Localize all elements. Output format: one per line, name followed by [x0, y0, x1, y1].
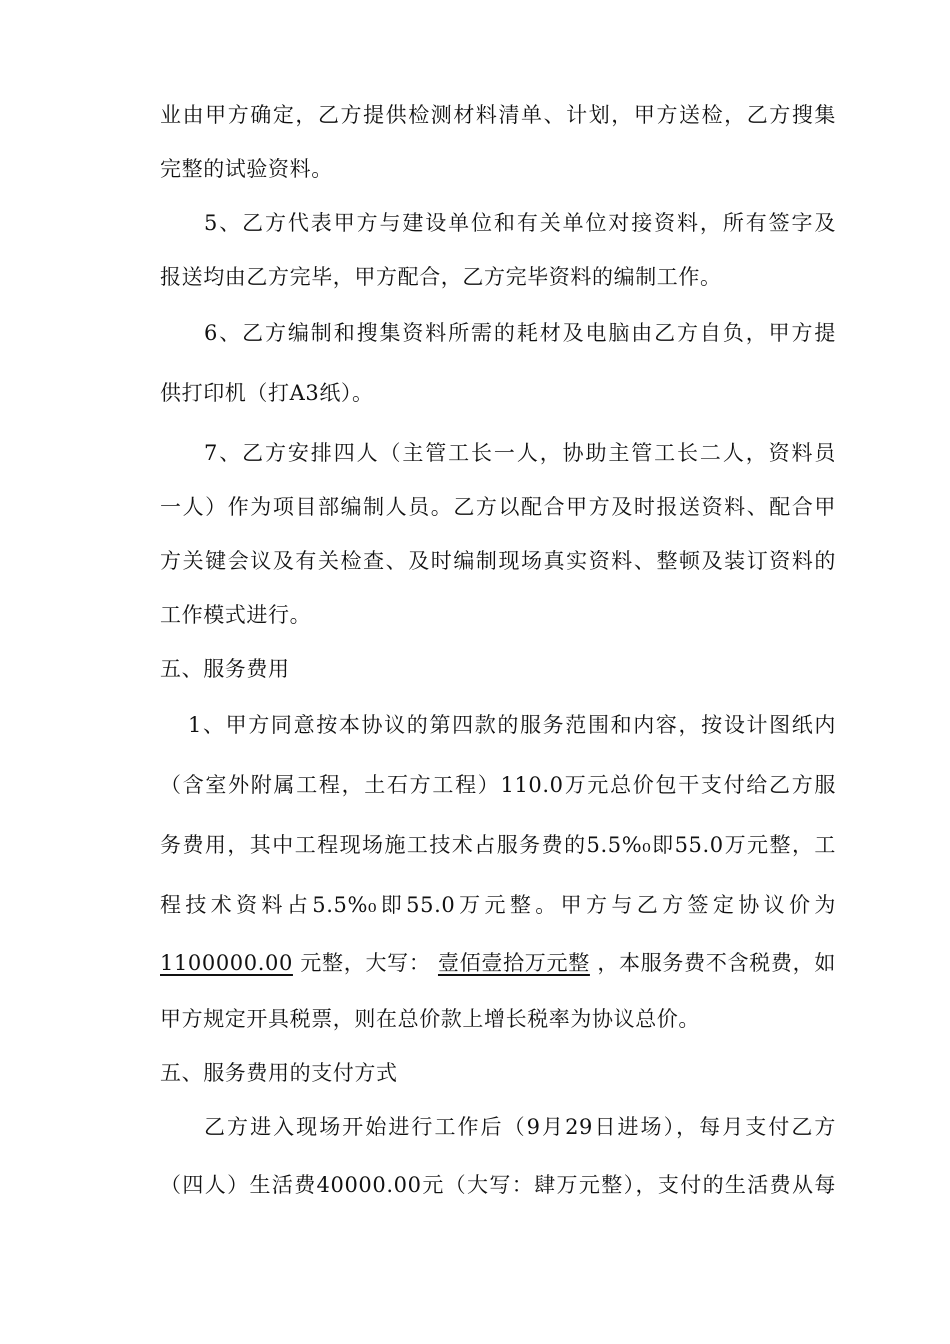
paragraph-line: 报送均由乙方完毕，甲方配合，乙方完毕资料的编制工作。 [160, 265, 722, 289]
paragraph-line: （含室外附属工程，土石方工程）110.0万元总价包干支付给乙方服 [160, 773, 836, 797]
amount-in-words: 壹佰壹拾万元整 [437, 951, 590, 975]
paragraph-line: 6、乙方编制和搜集资料所需的耗材及电脑由乙方自负，甲方提 [204, 321, 836, 345]
paragraph-line: 完整的试验资料。 [160, 157, 333, 181]
paragraph-line: 供打印机（打A3纸）。 [160, 381, 374, 405]
contract-amount: 1100000.00 [160, 951, 293, 975]
paragraph-line: 程技术资料占5.5%₀即55.0万元整。甲方与乙方签定协议价为 [160, 893, 836, 917]
paragraph-line: 5、乙方代表甲方与建设单位和有关单位对接资料，所有签字及 [204, 211, 836, 235]
paragraph-line: 方关键会议及有关检查、及时编制现场真实资料、整顿及装订资料的 [160, 549, 836, 573]
paragraph-line: （四人）生活费40000.00元（大写：肆万元整），支付的生活费从每 [160, 1173, 836, 1197]
paragraph-line: 1、甲方同意按本协议的第四款的服务范围和内容，按设计图纸内 [188, 713, 836, 737]
section-heading: 五、服务费用 [160, 657, 290, 681]
paragraph-line: 工作模式进行。 [160, 603, 312, 627]
paragraph-line: 7、乙方安排四人（主管工长一人，协助主管工长二人，资料员 [204, 441, 836, 465]
paragraph-line: 甲方规定开具税票，则在总价款上增长税率为协议总价。 [160, 1007, 700, 1031]
paragraph-line: 乙方进入现场开始进行工作后（9月29日进场），每月支付乙方 [204, 1115, 836, 1139]
paragraph-text: ，本服务费不含税费，如 [597, 951, 836, 975]
section-heading: 五、服务费用的支付方式 [160, 1061, 398, 1085]
paragraph-line: 务费用，其中工程现场施工技术占服务费的5.5%₀即55.0万元整，工 [160, 833, 836, 857]
paragraph-line: 一人）作为项目部编制人员。乙方以配合甲方及时报送资料、配合甲 [160, 495, 836, 519]
paragraph-line: 业由甲方确定，乙方提供检测材料清单、计划，甲方送检，乙方搜集 [160, 103, 836, 127]
amount-label: 元整，大写： [300, 951, 431, 975]
paragraph-line [160, 948, 836, 978]
